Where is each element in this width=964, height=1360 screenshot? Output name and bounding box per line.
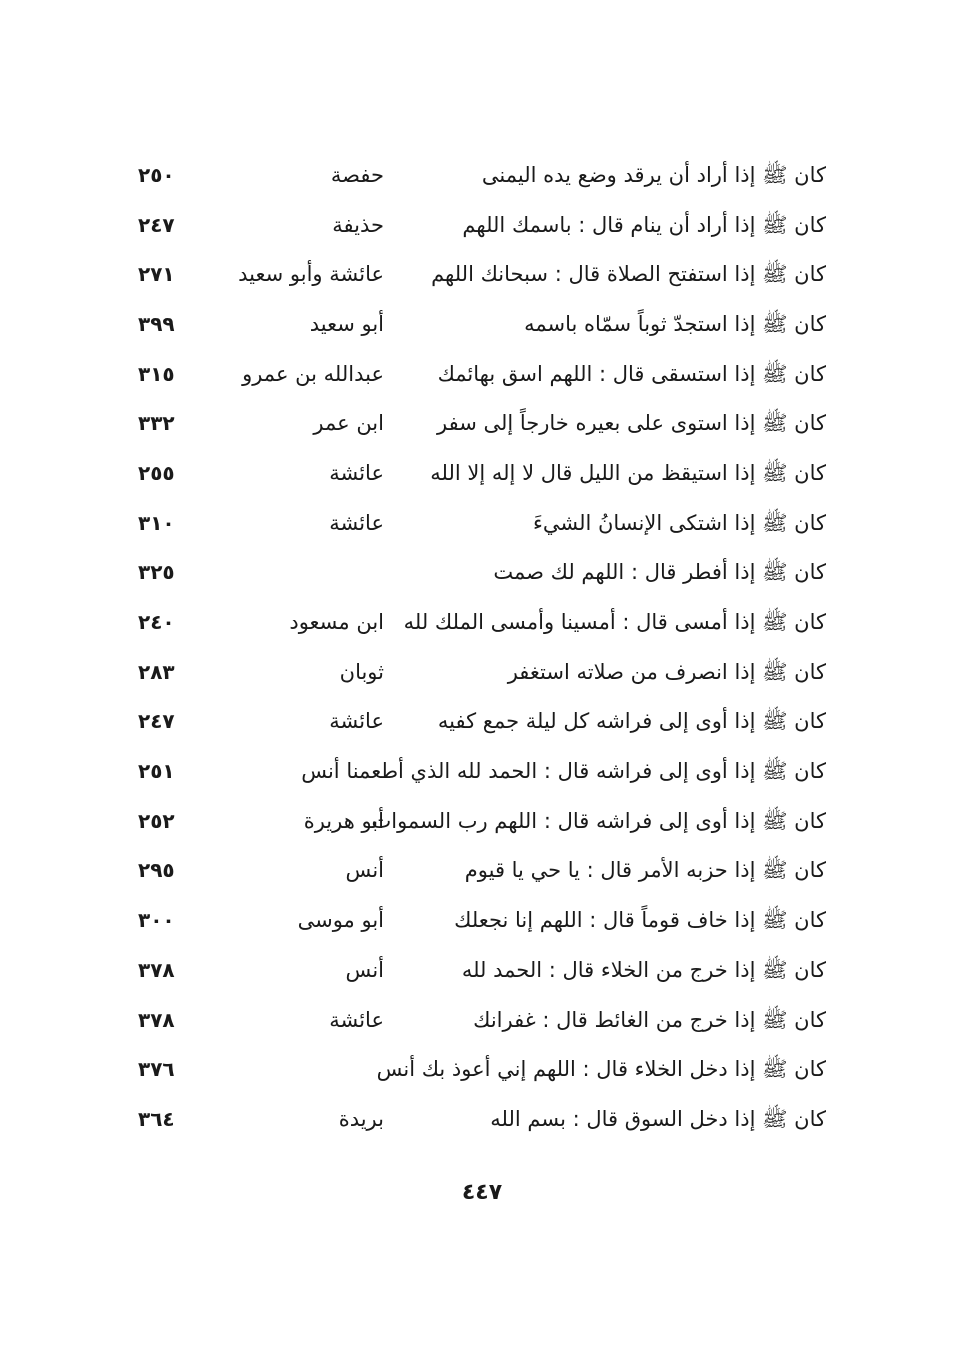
index-row xyxy=(0,796,964,846)
narrator: أبو سعيد xyxy=(309,311,384,336)
hadith-text: كان ﷺ إذا انصرف من صلاته استغفر xyxy=(507,659,826,684)
hadith-text: كان ﷺ إذا أوى إلى فراشه قال : اللهم رب السموات xyxy=(371,808,826,833)
page-reference: ٣٠٠ xyxy=(138,908,175,933)
hadith-text: كان ﷺ إذا أوى إلى فراشه كل ليلة جمع كفيه xyxy=(437,709,826,734)
index-row xyxy=(0,1094,964,1144)
narrator: أبو موسى xyxy=(297,908,384,933)
hadith-text: كان ﷺ إذا أوى إلى فراشه قال : الحمد لله الذي أطعمنا أنس xyxy=(301,759,826,784)
page-reference: ٢٥١ xyxy=(138,759,175,784)
page-number: ٤٤٧ xyxy=(461,1180,503,1205)
narrator: ابن مسعود xyxy=(289,610,384,635)
page-reference: ٢٥٢ xyxy=(138,808,175,833)
hadith-text: كان ﷺ إذا دخل الخلاء قال : اللهم إني أعوذ بك أنس xyxy=(376,1057,826,1082)
index-row xyxy=(0,995,964,1045)
page-reference: ٣٣٢ xyxy=(138,411,175,436)
hadith-text: كان ﷺ إذا استجدّ ثوباً سمّاه باسمه xyxy=(524,311,826,336)
hadith-text: كان ﷺ إذا حزبه الأمر قال : يا حي يا قيوم xyxy=(464,858,826,883)
index-row xyxy=(0,299,964,349)
narrator: ابن عمر xyxy=(313,411,384,436)
index-row xyxy=(0,647,964,697)
narrator: بريدة xyxy=(338,1106,384,1131)
index-row xyxy=(0,349,964,399)
hadith-text: كان ﷺ إذا أراد أن يرقد وضع يده اليمنى xyxy=(481,162,826,187)
page-reference: ٢٤٠ xyxy=(138,610,175,635)
index-row xyxy=(0,150,964,200)
index-row xyxy=(0,448,964,498)
index-row xyxy=(0,498,964,548)
hadith-text: كان ﷺ إذا دخل السوق قال : بسم الله xyxy=(490,1106,826,1131)
narrator: حذيفة xyxy=(332,212,384,237)
narrator: عبدالله بن عمرو xyxy=(242,361,384,386)
hadith-text: كان ﷺ إذا أفطر قال : اللهم لك صمت xyxy=(493,560,826,585)
page-reference: ٢٤٧ xyxy=(138,709,175,734)
page-reference: ٣١٥ xyxy=(138,361,175,386)
page-reference: ٢٧١ xyxy=(138,262,175,287)
index-row xyxy=(0,200,964,250)
index-row xyxy=(0,697,964,747)
narrator: ثوبان xyxy=(339,659,384,684)
hadith-text: كان ﷺ إذا أراد أن ينام قال : باسمك اللهم xyxy=(462,212,826,237)
hadith-text: كان ﷺ إذا خرج من الخلاء قال : الحمد لله xyxy=(461,957,826,982)
index-row xyxy=(0,249,964,299)
hadith-text: كان ﷺ إذا أمسى قال : أمسينا وأمسى الملك لله xyxy=(403,610,826,635)
hadith-text: كان ﷺ إذا اشتكى الإنسانُ الشيءَ xyxy=(532,510,826,535)
hadith-text: كان ﷺ إذا خرج من الغائط قال : غفرانك xyxy=(473,1007,826,1032)
narrator: عائشة xyxy=(329,510,384,535)
index-row xyxy=(0,846,964,896)
index-row xyxy=(0,945,964,995)
page-reference: ٣٦٤ xyxy=(138,1106,175,1131)
hadith-text: كان ﷺ إذا استفتح الصلاة قال : سبحانك اللهم xyxy=(431,262,826,287)
narrator: حفصة xyxy=(330,162,384,187)
hadith-text: كان ﷺ إذا خاف قوماً قال : اللهم إنا نجعلك xyxy=(454,908,826,933)
page-reference: ٣٧٦ xyxy=(138,1057,175,1082)
page-reference: ٣٧٨ xyxy=(138,957,175,982)
narrator: أنس xyxy=(345,957,384,982)
page-reference: ٢٥٠ xyxy=(138,162,175,187)
narrator: أبو هريرة xyxy=(303,808,384,833)
index-row xyxy=(0,1044,964,1094)
index-row xyxy=(0,548,964,598)
page-reference: ٢٤٧ xyxy=(138,212,175,237)
page-reference: ٢٨٣ xyxy=(138,659,175,684)
index-row xyxy=(0,597,964,647)
page-reference: ٣٧٨ xyxy=(138,1007,175,1032)
hadith-text: كان ﷺ إذا استيقظ من الليل قال لا إله إلا الله xyxy=(430,460,826,485)
page-reference: ٣١٠ xyxy=(138,510,175,535)
index-row xyxy=(0,895,964,945)
narrator: عائشة xyxy=(329,709,384,734)
page-reference: ٢٥٥ xyxy=(138,460,175,485)
narrator: عائشة xyxy=(329,460,384,485)
narrator: أنس xyxy=(345,858,384,883)
narrator: عائشة xyxy=(329,1007,384,1032)
index-row xyxy=(0,398,964,448)
page-reference: ٣٩٩ xyxy=(138,311,175,336)
narrator: عائشة وأبو سعيد xyxy=(238,262,384,287)
index-row xyxy=(0,746,964,796)
hadith-index-list xyxy=(0,150,964,1144)
hadith-text: كان ﷺ إذا استوى على بعيره خارجاً إلى سفر xyxy=(437,411,826,436)
hadith-text: كان ﷺ إذا استسقى قال : اللهم اسق بهائمك xyxy=(437,361,826,386)
page-reference: ٢٩٥ xyxy=(138,858,175,883)
page-reference: ٣٢٥ xyxy=(138,560,175,585)
